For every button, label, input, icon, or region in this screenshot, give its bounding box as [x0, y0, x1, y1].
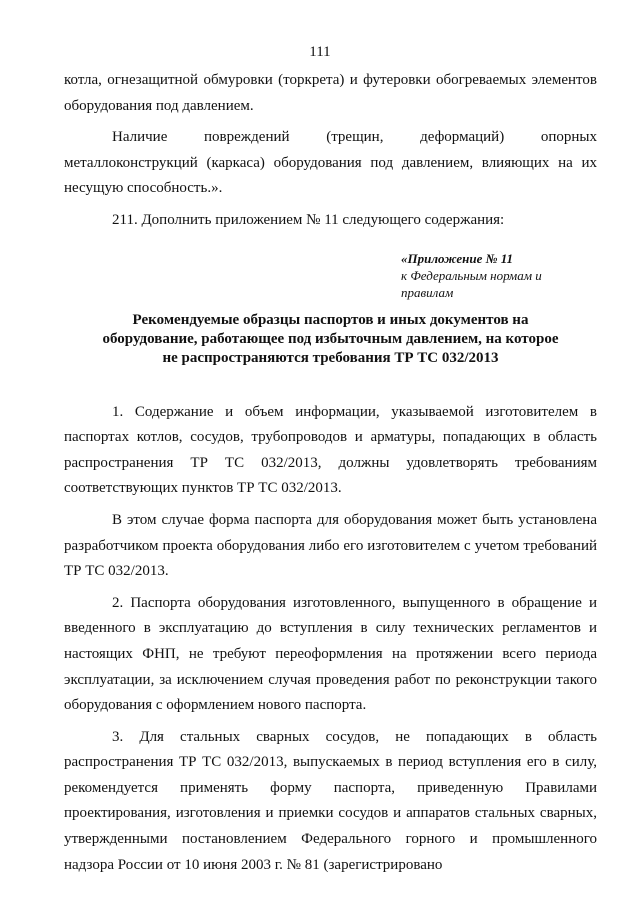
paragraph-damage: Наличие повреждений (трещин, деформаций) опорных металлоконструкций (каркаса) оборудования под давлением, влияющих на их несущую способность.».: [64, 129, 597, 197]
paragraph-item-211: 211. Дополнить приложением № 11 следующего содержания:: [112, 211, 505, 228]
appendix-title-line-1: Рекомендуемые образцы паспортов и иных документов на: [132, 311, 529, 328]
paragraph-1: 1. Содержание и объем информации, указываемой изготовителем в паспортах котлов, сосудов, трубопроводов и арматуры, попадающих в область распространения ТР ТС 032/2013, должны удовлетворять требованиям соответствующих пунктов ТР ТС 032/2013.: [64, 403, 597, 497]
appendix-title-line-3: не распространяются требования ТР ТС 032/2013: [162, 349, 499, 366]
appendix-reference: [64, 250, 597, 301]
page-number: 111: [309, 44, 331, 60]
paragraph-1-note: В этом случае форма паспорта для оборудования может быть установлена разработчиком проекта оборудования либо его изготовителем с учетом требований ТР ТС 032/2013.: [64, 511, 597, 580]
paragraph-3: 3. Для стальных сварных сосудов, не попадающих в область распространения ТР ТС 032/2013, выпускаемых в период вступления его в силу, рекомендуется применять форму паспорта, приведенную Правилами проектирования, изготовления и приемки сосудов и аппаратов стальных сварных, утвержденными постановлением Федерального горного и промышленного надзора России от 10 июня 2003 г. № 81 (зарегистрировано: [64, 728, 597, 873]
appendix-ref-line-1: «Приложение № 11: [401, 250, 514, 266]
paragraph-continuation: котла, огнезащитной обмуровки (торкрета) и футеровки обогреваемых элементов оборудования под давлением.: [64, 72, 597, 114]
appendix-title: [64, 311, 597, 368]
appendix-ref-line-2: к Федеральным нормам и правилам: [401, 267, 542, 300]
paragraph-2: 2. Паспорта оборудования изготовленного, выпущенного в обращение и введенного в эксплуатацию до вступления в силу технических регламентов и настоящих ФНП, не требуют переоформления на протяжении всего периода эксплуатации, за исключением случая проведения работ по реконструкции такого оборудования с оформлением нового паспорта.: [64, 594, 597, 714]
document-body: [64, 68, 597, 878]
appendix-title-line-2: оборудование, работающее под избыточным давлением, на которое: [102, 330, 559, 347]
